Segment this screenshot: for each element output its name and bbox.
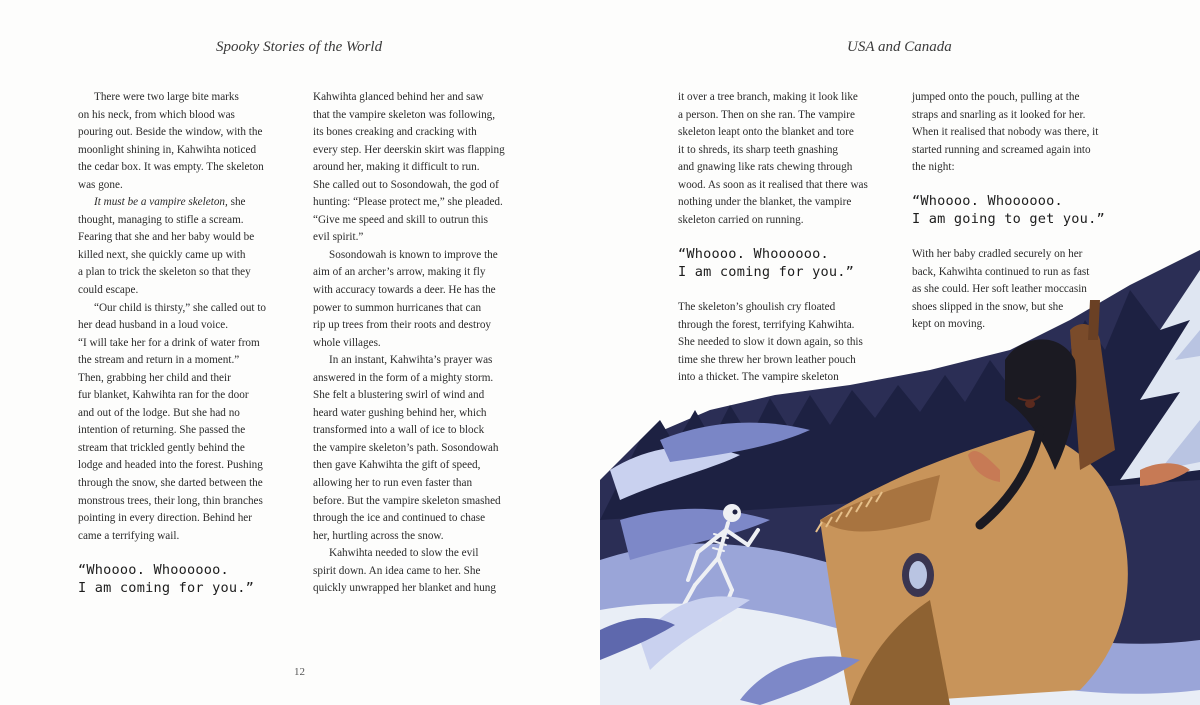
text-line: aim of an archer’s arrow, making it fly bbox=[313, 266, 486, 279]
text-line: whole villages. bbox=[313, 336, 381, 349]
right-page bbox=[600, 0, 1200, 705]
text-line: her, hurtling across the snow. bbox=[313, 529, 444, 542]
text-line: In an instant, Kahwihta’s prayer was bbox=[329, 354, 493, 367]
right-column-2a bbox=[912, 89, 1124, 177]
running-head-left: Spooky Stories of the World bbox=[216, 39, 383, 55]
text-line: nothing under the blanket, the vampire bbox=[678, 196, 852, 209]
text-line: started running and screamed again into bbox=[912, 143, 1091, 156]
text-line: rip up trees from their roots and destroy bbox=[313, 319, 492, 332]
text-line: it to shreds, its sharp teeth gnashing bbox=[678, 143, 839, 156]
text-line: Then, grabbing her child and their bbox=[78, 371, 231, 384]
text-line: Kahwihta glanced behind her and saw bbox=[313, 91, 484, 103]
text-line: it over a tree branch, making it look like bbox=[678, 91, 858, 103]
text-line: moonlight shining in, Kahwihta noticed bbox=[78, 143, 257, 156]
left-column-1 bbox=[78, 89, 288, 545]
text-line: shoes slipped in the snow, but she bbox=[912, 300, 1064, 313]
text-line: her dead husband in a loud voice. bbox=[78, 319, 229, 332]
right-column-2b bbox=[912, 246, 1124, 334]
text-line: transformed into a wall of ice to block bbox=[313, 424, 485, 437]
text-line: stream that trickled gently behind the bbox=[78, 441, 245, 454]
text-line: kept on moving. bbox=[912, 318, 986, 331]
text-line: through the snow, she darted between the bbox=[78, 477, 263, 490]
text-line: heard water gushing behind her, which bbox=[313, 406, 487, 419]
wail-line: “Whoooo. Whoooooo. bbox=[678, 246, 829, 262]
text-line: killed next, she quickly came up with bbox=[78, 248, 246, 261]
text-line: jumped onto the pouch, pulling at the bbox=[912, 91, 1080, 103]
text-line: She called out to Sosondowah, the god of bbox=[313, 178, 499, 191]
text-line: as she could. Her soft leather moccasin bbox=[912, 283, 1087, 296]
text-line: intention of returning. She passed the bbox=[78, 424, 246, 437]
wail-line: I am coming for you.” bbox=[678, 264, 855, 280]
text-line: a person. Then on she ran. The vampire bbox=[678, 108, 855, 121]
wail-quote-right-1 bbox=[678, 245, 854, 281]
text-line: “Give me speed and skill to outrun this bbox=[313, 213, 488, 226]
text-line: Sosondowah is known to improve the bbox=[329, 248, 498, 261]
text-line: the stream and return in a moment.” bbox=[78, 354, 240, 367]
text-line: with accuracy towards a deer. He has the bbox=[313, 284, 496, 297]
wail-line: “Whoooo. Whoooooo. bbox=[78, 562, 229, 578]
text-line: and out of the lodge. But she had no bbox=[78, 406, 240, 419]
wail-quote-right-2 bbox=[912, 192, 1105, 228]
text-line: straps and snarling as it looked for her. bbox=[912, 108, 1086, 121]
right-column-1a bbox=[678, 89, 890, 229]
text-line: With her baby cradled securely on her bbox=[912, 248, 1083, 260]
text-line: time she threw her brown leather pouch bbox=[678, 353, 856, 366]
text-line: hunting: “Please protect me,” she pleaded. bbox=[313, 196, 503, 209]
text-line: before. But the vampire skeleton smashed bbox=[313, 494, 501, 507]
text-line: lodge and headed into the forest. Pushing bbox=[78, 459, 263, 472]
text-line: evil spirit.” bbox=[313, 231, 364, 244]
text-line: She felt a blustering swirl of wind and bbox=[313, 389, 485, 402]
text-line: the night: bbox=[912, 161, 955, 174]
text-line: and gnawing like rats chewing through bbox=[678, 161, 853, 174]
text-line: pouring out. Beside the window, with the bbox=[78, 126, 263, 139]
text-line: came a terrifying wail. bbox=[78, 529, 180, 542]
wail-line: I am coming for you.” bbox=[78, 580, 255, 596]
text-line: on his neck, from which blood was bbox=[78, 108, 235, 121]
text-fragment: she bbox=[227, 196, 246, 209]
text-line: skeleton carried on running. bbox=[678, 213, 804, 226]
text-line: skeleton leapt onto the blanket and tore bbox=[678, 126, 854, 139]
text-line: the cedar box. It was empty. The skeleton bbox=[78, 161, 264, 174]
text-line: The skeleton’s ghoulish cry floated bbox=[678, 301, 836, 313]
text-line: through the forest, terrifying Kahwihta. bbox=[678, 318, 855, 331]
text-line: back, Kahwihta continued to run as fast bbox=[912, 265, 1090, 278]
text-line: the vampire skeleton’s path. Sosondowah bbox=[313, 441, 499, 454]
text-line: There were two large bite marks bbox=[94, 91, 239, 103]
text-line: allowing her to run even faster than bbox=[313, 477, 473, 490]
left-column-2 bbox=[313, 89, 525, 598]
text-line: quickly unwrapped her blanket and hung bbox=[313, 582, 496, 595]
text-line: around her, making it difficult to run. bbox=[313, 161, 480, 174]
text-line: monstrous trees, their long, thin branches bbox=[78, 494, 263, 507]
text-line: answered in the form of a mighty storm. bbox=[313, 371, 494, 384]
text-line bbox=[78, 194, 288, 212]
text-line: When it realised that nobody was there, it bbox=[912, 126, 1099, 139]
text-line: a plan to trick the skeleton so that they bbox=[78, 266, 251, 279]
text-line: that the vampire skeleton was following, bbox=[313, 108, 496, 121]
page-number: 12 bbox=[294, 666, 305, 678]
text-line: every step. Her deerskin skirt was flapping bbox=[313, 143, 505, 156]
text-line: She needed to slow it down again, so this bbox=[678, 336, 863, 349]
text-line: pointing in every direction. Behind her bbox=[78, 512, 252, 525]
text-line: “I will take her for a drink of water from bbox=[78, 336, 260, 349]
text-line: could escape. bbox=[78, 284, 139, 297]
text-line: Fearing that she and her baby would be bbox=[78, 231, 255, 244]
right-column-1b bbox=[678, 299, 890, 387]
text-line: spirit down. An idea came to her. She bbox=[313, 564, 481, 577]
wail-line: I am going to get you.” bbox=[912, 211, 1105, 227]
text-line: into a thicket. The vampire skeleton bbox=[678, 371, 839, 384]
text-line: fur blanket, Kahwihta ran for the door bbox=[78, 389, 249, 402]
wail-line: “Whoooo. Whoooooo. bbox=[912, 193, 1063, 209]
wail-quote-left bbox=[78, 561, 254, 597]
italic-phrase: It must be a vampire skeleton, bbox=[94, 196, 228, 209]
text-line: was gone. bbox=[78, 178, 123, 191]
text-line: through the ice and continued to chase bbox=[313, 512, 486, 525]
text-line: Kahwihta needed to slow the evil bbox=[329, 547, 479, 560]
text-line: power to summon hurricanes that can bbox=[313, 301, 482, 314]
text-line: thought, managing to stifle a scream. bbox=[78, 213, 244, 226]
running-head-right: USA and Canada bbox=[847, 39, 952, 55]
text-line: its bones creaking and cracking with bbox=[313, 126, 477, 139]
text-line: then gave Kahwihta the gift of speed, bbox=[313, 459, 481, 472]
text-line: wood. As soon as it realised that there was bbox=[678, 178, 868, 191]
text-line: “Our child is thirsty,” she called out to bbox=[94, 301, 267, 314]
